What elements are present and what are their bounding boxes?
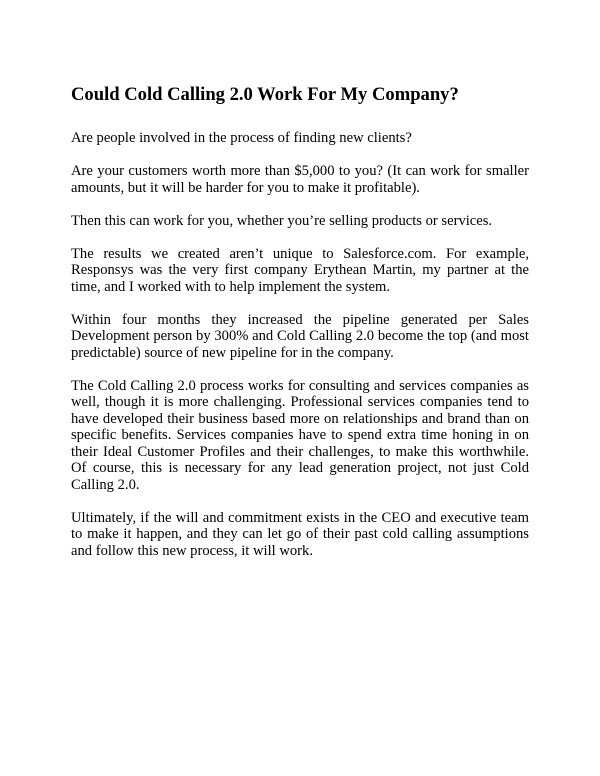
paragraph-ceo-commitment: Ultimately, if the will and commitment exists in the CEO and executive team to make it happen, and they can let go of their past cold calling assumptions and follow this new process, it will work. — [71, 509, 529, 559]
document-page — [71, 84, 529, 576]
paragraph-customer-worth: Are your customers worth more than $5,000 to you? (It can work for smaller amounts, but it will be harder for you to make it profitable). — [71, 163, 529, 196]
paragraph-products-services: Then this can work for you, whether you’re selling products or services. — [71, 212, 493, 229]
paragraph-results-unique: The results we created aren’t unique to Salesforce.com. For example, Responsys was the very first company Erythean Martin, my partner at the time, and I worked with to help implement the system. — [71, 245, 529, 295]
document-title: Could Cold Calling 2.0 Work For My Company? — [71, 84, 459, 105]
paragraph-consulting-services: The Cold Calling 2.0 process works for consulting and services companies as well, though it is more challenging. Professional services companies tend to have developed their business based more on relationships and brand than on specific benefits. Services companies have to spend extra time honing in on their Ideal Customer Profiles and their challenges, to make this worthwhile. Of course, this is necessary for any lead generation project, not just Cold Calling 2.0. — [71, 377, 529, 493]
paragraph-finding-clients: Are people involved in the process of finding new clients? — [71, 130, 412, 146]
paragraph-pipeline-increase: Within four months they increased the pipeline generated per Sales Development person by 300% and Cold Calling 2.0 become the top (and most predictable) source of new pipeline for in the company. — [71, 311, 529, 361]
